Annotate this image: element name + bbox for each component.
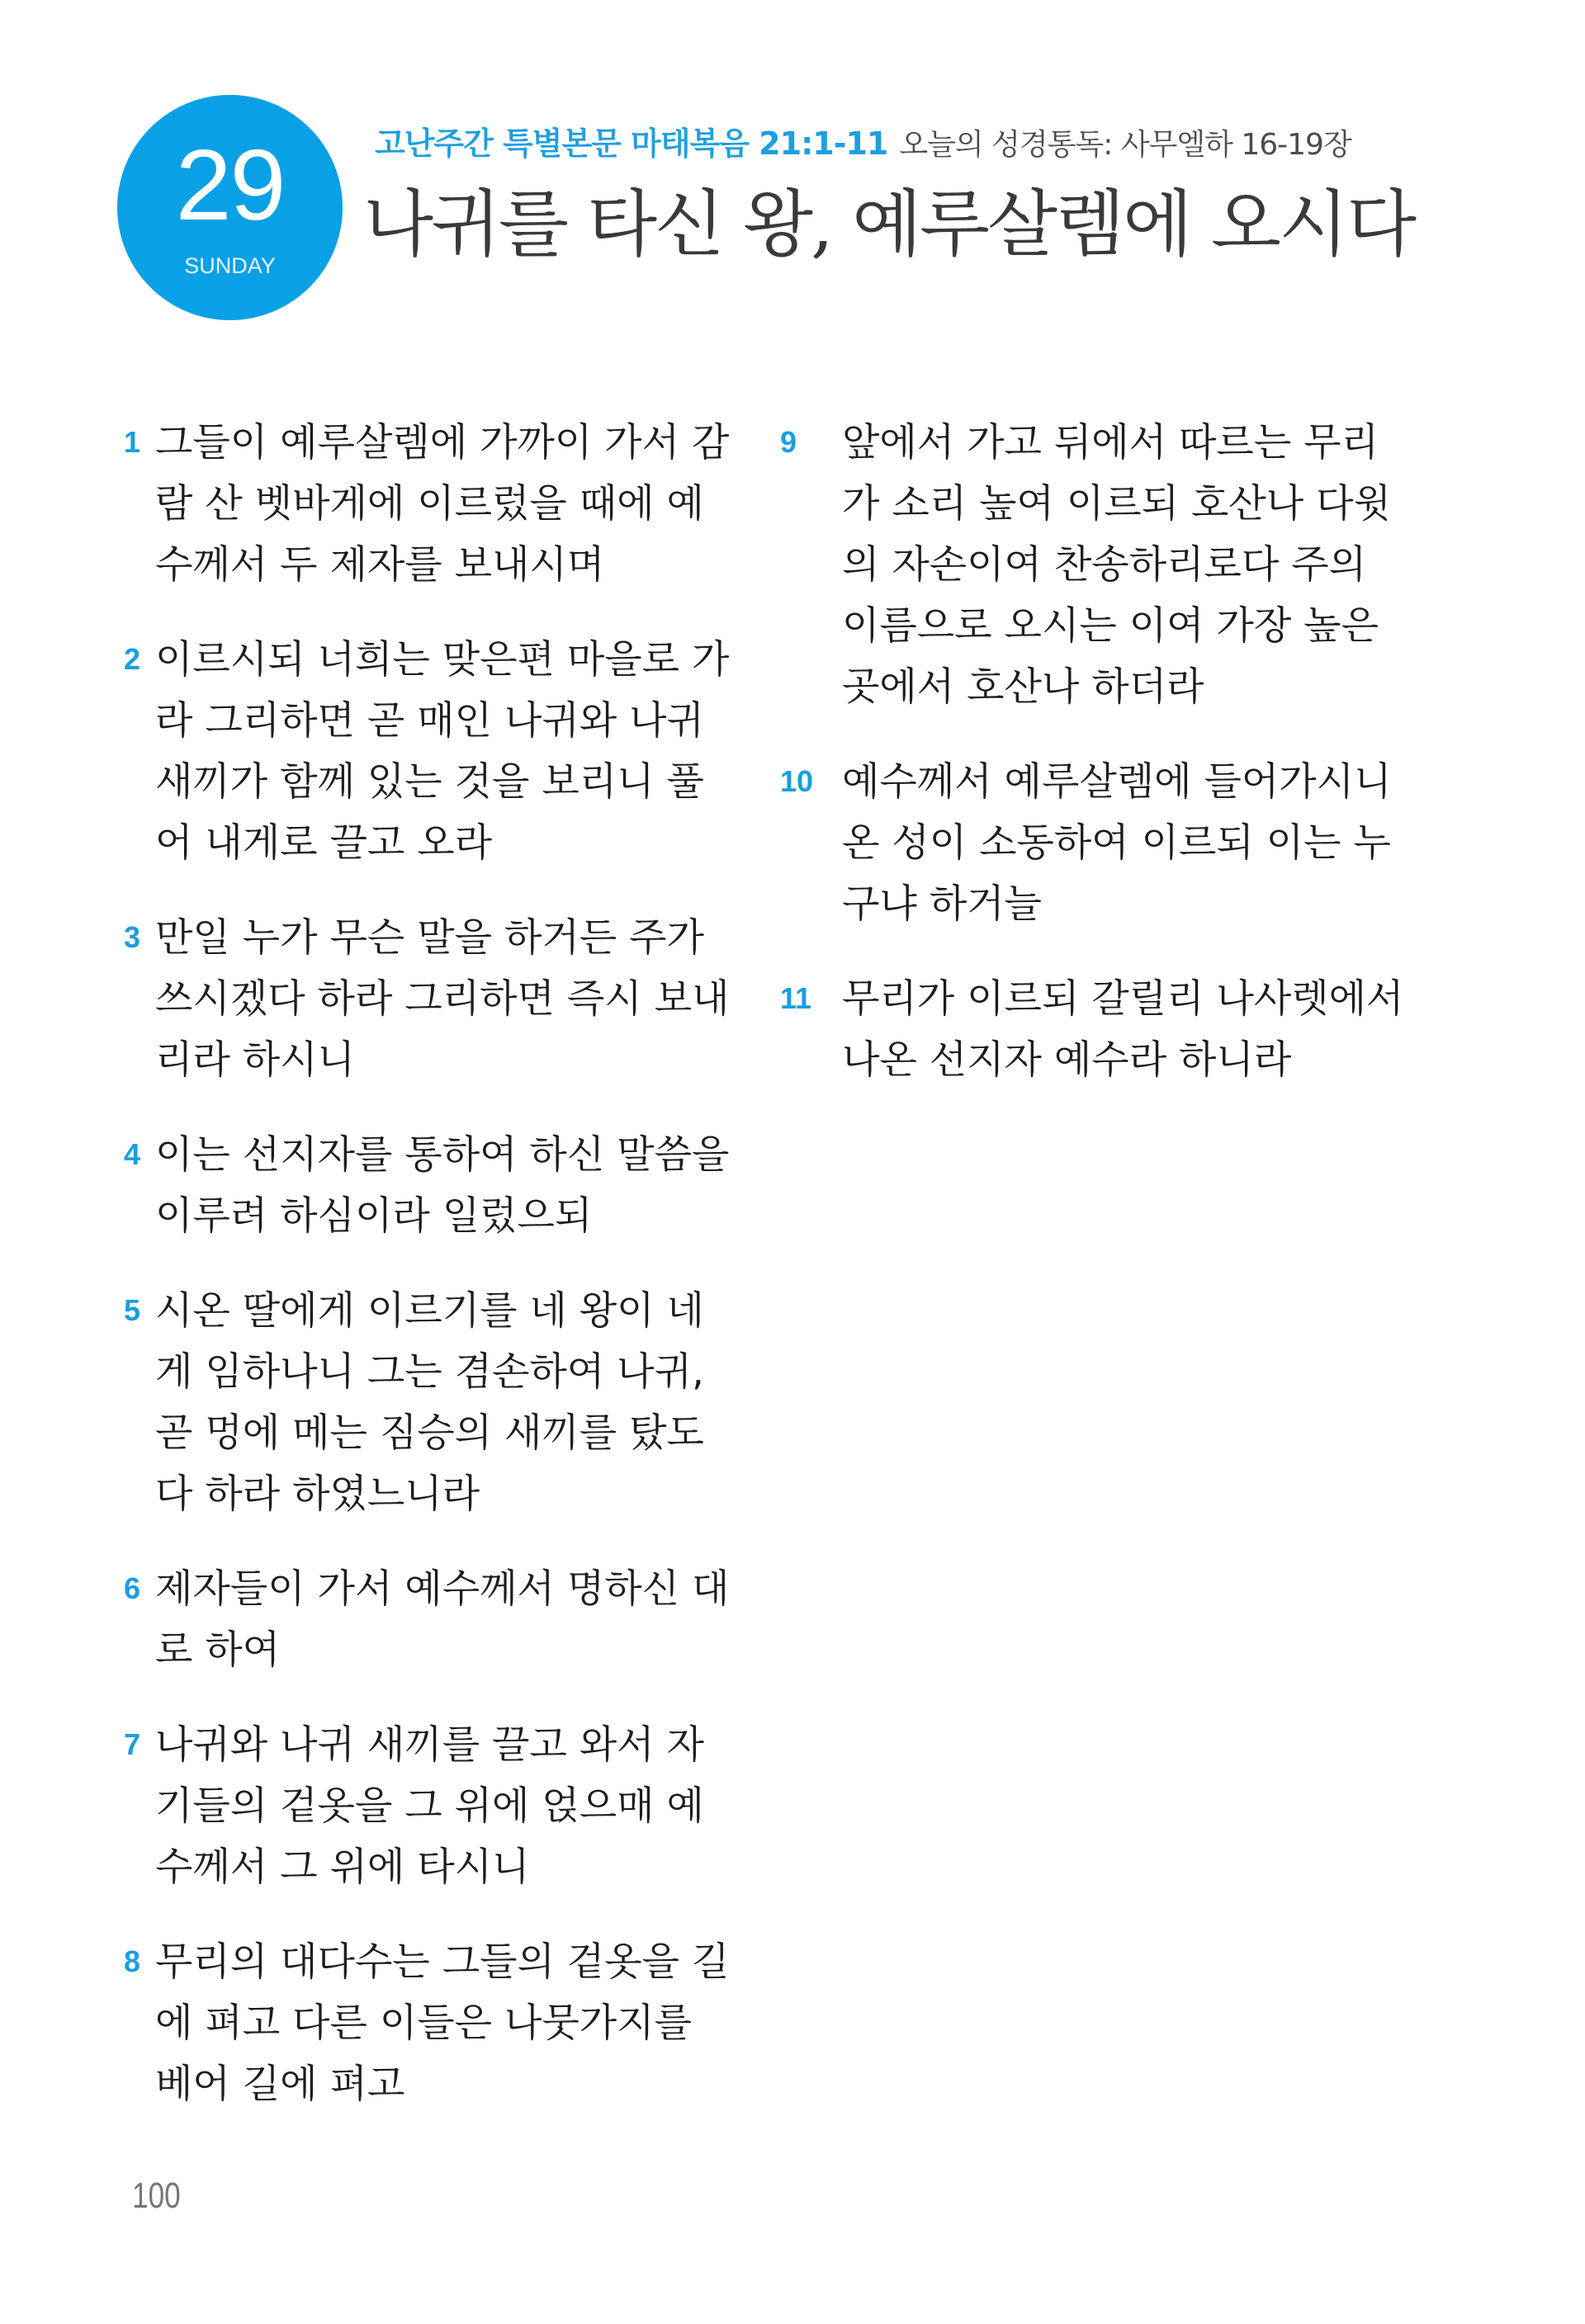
verse-line: 의 자손이여 찬송하리로다 주의 — [842, 542, 1367, 588]
verse — [124, 630, 735, 874]
verse-line: 어 내게로 끌고 오라 — [155, 820, 493, 866]
verse-line: 무리가 이르되 갈릴리 나사렛에서 — [842, 976, 1404, 1022]
verse-number: 6 — [124, 1571, 141, 1605]
verse-line: 구냐 하거늘 — [842, 881, 1042, 927]
verse-number: 11 — [780, 981, 812, 1015]
verse-text — [155, 1559, 735, 1681]
verse-text — [155, 1932, 735, 2115]
verse-line: 수께서 두 제자를 보내시며 — [155, 542, 605, 588]
verse — [124, 1559, 735, 1681]
verse-line: 이르시되 너희는 맞은편 마을로 가 — [155, 637, 730, 683]
page-number: 100 — [132, 2175, 181, 2216]
verse — [780, 752, 1391, 935]
verse — [124, 1281, 735, 1525]
verse-line: 게 임하나니 그는 겸손하여 나귀, — [155, 1349, 704, 1395]
verse-text — [842, 413, 1391, 718]
verse-line: 람 산 벳바게에 이르렀을 때에 예 — [155, 481, 704, 527]
verse-number: 1 — [124, 425, 141, 459]
verse-text — [842, 752, 1391, 935]
verse-line: 앞에서 가고 뒤에서 따르는 무리 — [842, 420, 1379, 465]
verse — [124, 1715, 735, 1898]
verse-line: 기들의 겉옷을 그 위에 얹으매 예 — [155, 1783, 704, 1829]
verse-text — [155, 1125, 735, 1247]
verse-line: 이루려 하심이라 일렀으되 — [155, 1193, 593, 1239]
verse-line: 시온 딸에게 이르기를 네 왕이 네 — [155, 1288, 704, 1334]
verse-line: 나귀와 나귀 새끼를 끌고 와서 자 — [155, 1722, 704, 1768]
verse-line: 곳에서 호산나 하더라 — [842, 664, 1204, 710]
verse — [780, 969, 1404, 1091]
verse-line: 곧 멍에 메는 짐승의 새끼를 탔도 — [155, 1410, 704, 1456]
verse-text — [155, 630, 735, 874]
verse-line: 제자들이 가서 예수께서 명하신 대 — [155, 1566, 730, 1612]
verse-number: 4 — [124, 1137, 141, 1171]
verse-number: 10 — [780, 764, 814, 798]
verse-line: 새끼가 함께 있는 것을 보리니 풀 — [155, 759, 704, 805]
verse-line: 온 성이 소동하여 이르되 이는 누 — [842, 820, 1391, 866]
verse-text — [155, 908, 735, 1091]
verse-line: 쓰시겠다 하라 그리하면 즉시 보내 — [155, 976, 730, 1022]
scripture-passage: 고난주간 특별본문 마태복음 21:1-11 — [375, 125, 888, 162]
weekday-label: SUNDAY — [184, 253, 276, 278]
verse-line: 라 그리하면 곧 매인 나귀와 나귀 — [155, 698, 704, 744]
verse-text — [155, 1715, 735, 1898]
verse-line: 만일 누가 무슨 말을 하거든 주가 — [155, 915, 704, 961]
verse-line: 나온 선지자 예수라 하니라 — [842, 1037, 1292, 1083]
verse-text — [155, 1281, 735, 1525]
verse-line: 예수께서 예루살렘에 들어가시니 — [842, 759, 1392, 805]
verse-line: 다 하라 하였느니라 — [155, 1471, 480, 1517]
verse — [124, 908, 735, 1091]
verse — [124, 1932, 735, 2115]
verse — [124, 413, 735, 596]
verse-line: 수께서 그 위에 타시니 — [155, 1845, 530, 1890]
page-title: 나귀를 타신 왕, 예루살렘에 오시다 — [363, 182, 1414, 267]
verse-line: 베어 길에 펴고 — [155, 2062, 405, 2107]
verse-number: 7 — [124, 1727, 141, 1761]
daily-reading: 오늘의 성경통독: 사무엘하 16-19장 — [899, 128, 1351, 162]
verse-line: 이름으로 오시는 이여 가장 높은 — [842, 603, 1379, 649]
verse-line: 이는 선지자를 통하여 하신 말씀을 — [155, 1132, 730, 1178]
day-number: 29 — [175, 129, 285, 241]
verse-number: 5 — [124, 1293, 141, 1327]
verse-text — [155, 413, 735, 596]
verse-line: 무리의 대다수는 그들의 겉옷을 길 — [155, 1939, 730, 1985]
verse-number: 8 — [124, 1944, 141, 1978]
verse — [124, 1125, 735, 1247]
verse-line: 에 펴고 다른 이들은 나뭇가지를 — [155, 2000, 692, 2046]
verse-column-right — [780, 413, 1404, 1125]
verse-line: 그들이 예루살렘에 가까이 가서 감 — [155, 420, 730, 465]
verse — [780, 413, 1391, 718]
verse-column-left — [124, 413, 735, 2149]
verse-line: 가 소리 높여 이르되 호산나 다윗 — [842, 481, 1391, 527]
verse-number: 2 — [124, 642, 141, 676]
header-subtitle — [375, 124, 1351, 165]
verse-number: 3 — [124, 920, 141, 954]
verse-line: 리라 하시니 — [155, 1037, 355, 1083]
verse-text — [842, 969, 1404, 1091]
date-badge — [117, 95, 343, 320]
verse-line: 로 하여 — [155, 1627, 281, 1673]
verse-number: 9 — [780, 425, 797, 459]
